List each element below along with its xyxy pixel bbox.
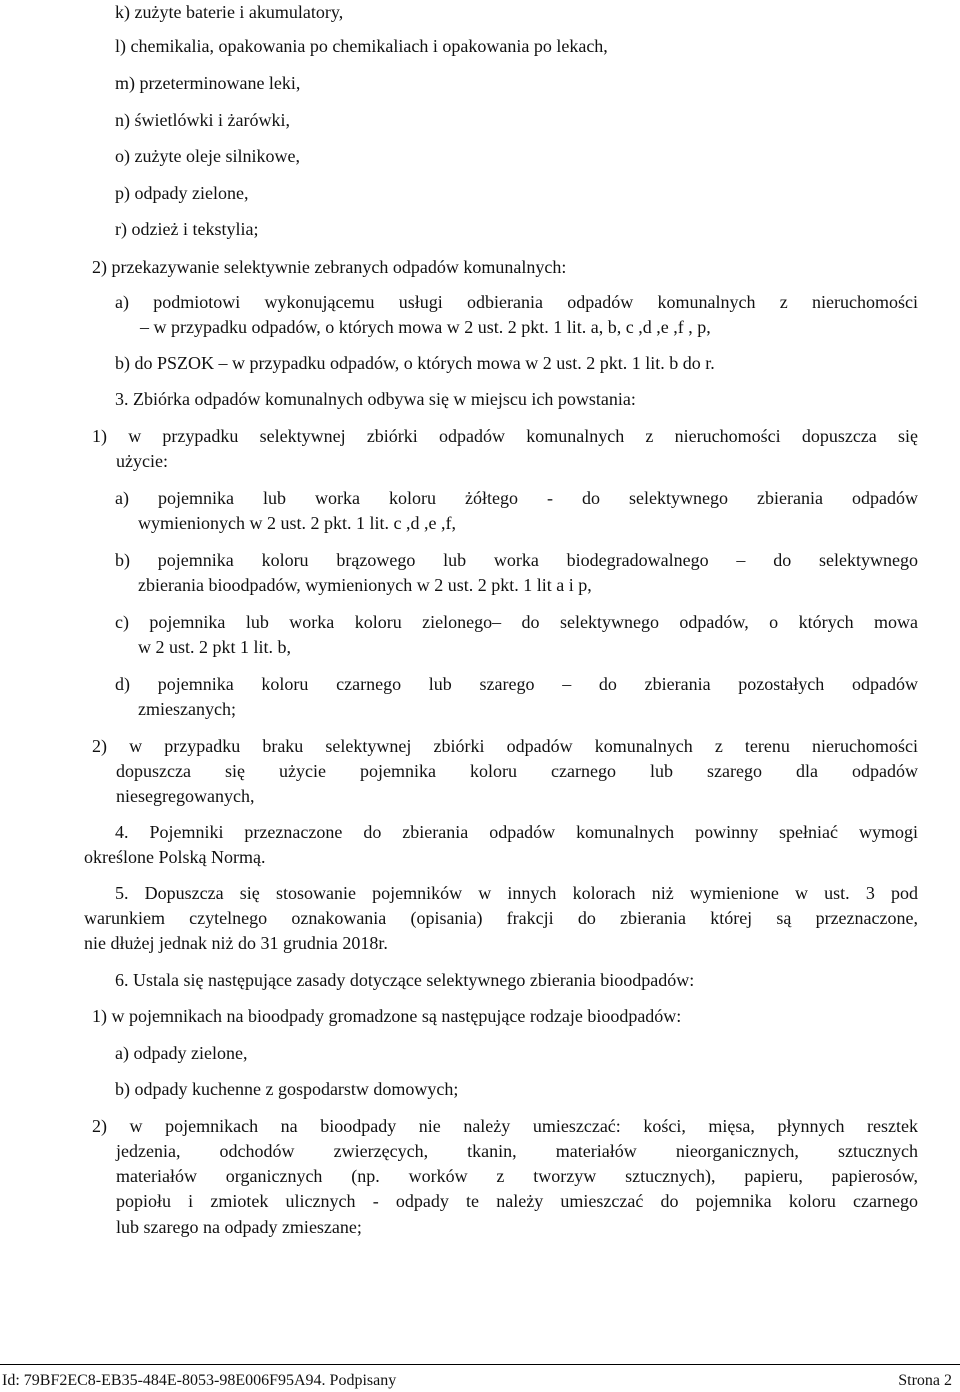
paragraph-line: a) podmiotowi wykonującemu usługi odbierania odpadów komunalnych z nieruchomości [115,292,918,312]
paragraph-line: zbierania bioodpadów, wymienionych w 2 ust. 2 pkt. 1 lit a i p, [138,575,592,595]
list-item: p) odpady zielone, [115,183,249,203]
paragraph-line: popiołu i zmiotek ulicznych - odpady te należy umieszczać do pojemnika koloru czarnego [116,1191,918,1211]
paragraph-line: c) pojemnika lub worka koloru zielonego– do selektywnego odpadów, o których mowa [115,612,918,632]
list-item: 2) przekazywanie selektywnie zebranych odpadów komunalnych: [92,257,567,277]
list-item: r) odzież i tekstylia; [115,219,259,239]
paragraph-line: – w przypadku odpadów, o których mowa w 2 ust. 2 pkt. 1 lit. a, b, c ,d ,e ,f , p, [140,317,711,337]
document-id: Id: 79BF2EC8-EB35-484E-8053-98E006F95A94. Podpisany [2,1372,397,1389]
section-heading: 6. Ustala się następujące zasady dotyczące selektywnego zbierania bioodpadów: [115,970,695,990]
paragraph-line: 4. Pojemniki przeznaczone do zbierania odpadów komunalnych powinny spełniać wymogi [115,822,918,842]
paragraph-line: zmieszanych; [138,699,236,719]
list-item: m) przeterminowane leki, [115,73,301,93]
paragraph-line: 2) w pojemnikach na bioodpady nie należy umieszczać: kości, mięsa, płynnych resztek [92,1116,918,1136]
section-heading: 3. Zbiórka odpadów komunalnych odbywa się w miejscu ich powstania: [115,389,636,409]
paragraph-line: użycie: [116,451,168,471]
list-item: b) odpady kuchenne z gospodarstw domowych; [115,1079,459,1099]
list-item: k) zużyte baterie i akumulatory, [115,2,344,22]
paragraph-line: b) pojemnika koloru brązowego lub worka biodegradowalnego – do selektywnego [115,550,918,570]
list-item: l) chemikalia, opakowania po chemikaliach i opakowania po lekach, [115,36,608,56]
page-footer [0,1364,960,1392]
list-item: a) odpady zielone, [115,1043,248,1063]
paragraph-line: wymienionych w 2 ust. 2 pkt. 1 lit. c ,d ,e ,f, [138,513,456,533]
paragraph-line: d) pojemnika koloru czarnego lub szarego – do zbierania pozostałych odpadów [115,674,918,694]
list-item: 1) w pojemnikach na bioodpady gromadzone są następujące rodzaje bioodpadów: [92,1006,682,1026]
page-number: Strona 2 [898,1372,952,1389]
paragraph-line: niesegregowanych, [116,786,255,806]
paragraph-line: a) pojemnika lub worka koloru żółtego - do selektywnego zbierania odpadów [115,488,918,508]
paragraph-line: warunkiem czytelnego oznakowania (opisania) frakcji do zbierania której są przeznaczone, [84,908,918,928]
paragraph-line: lub szarego na odpady zmieszane; [116,1217,362,1237]
paragraph-line: dopuszcza się użycie pojemnika koloru czarnego lub szarego dla odpadów [116,761,918,781]
paragraph-line: jedzenia, odchodów zwierzęcych, tkanin, materiałów nieorganicznych, sztucznych [116,1141,918,1161]
paragraph-line: określone Polską Normą. [84,847,266,867]
paragraph-line: materiałów organicznych (np. worków z tworzyw sztucznych), papieru, papierosów, [116,1166,918,1186]
list-item: o) zużyte oleje silnikowe, [115,146,300,166]
list-item: n) świetlówki i żarówki, [115,110,290,130]
paragraph-line: 1) w przypadku selektywnej zbiórki odpadów komunalnych z nieruchomości dopuszcza się [92,426,918,446]
list-item: b) do PSZOK – w przypadku odpadów, o których mowa w 2 ust. 2 pkt. 1 lit. b do r. [115,353,715,373]
paragraph-line: w 2 ust. 2 pkt 1 lit. b, [138,637,292,657]
paragraph-line: nie dłużej jednak niż do 31 grudnia 2018r. [84,933,388,953]
paragraph-line: 5. Dopuszcza się stosowanie pojemników w innych kolorach niż wymienione w ust. 3 pod [115,883,918,903]
paragraph-line: 2) w przypadku braku selektywnej zbiórki odpadów komunalnych z terenu nieruchomości [92,736,918,756]
